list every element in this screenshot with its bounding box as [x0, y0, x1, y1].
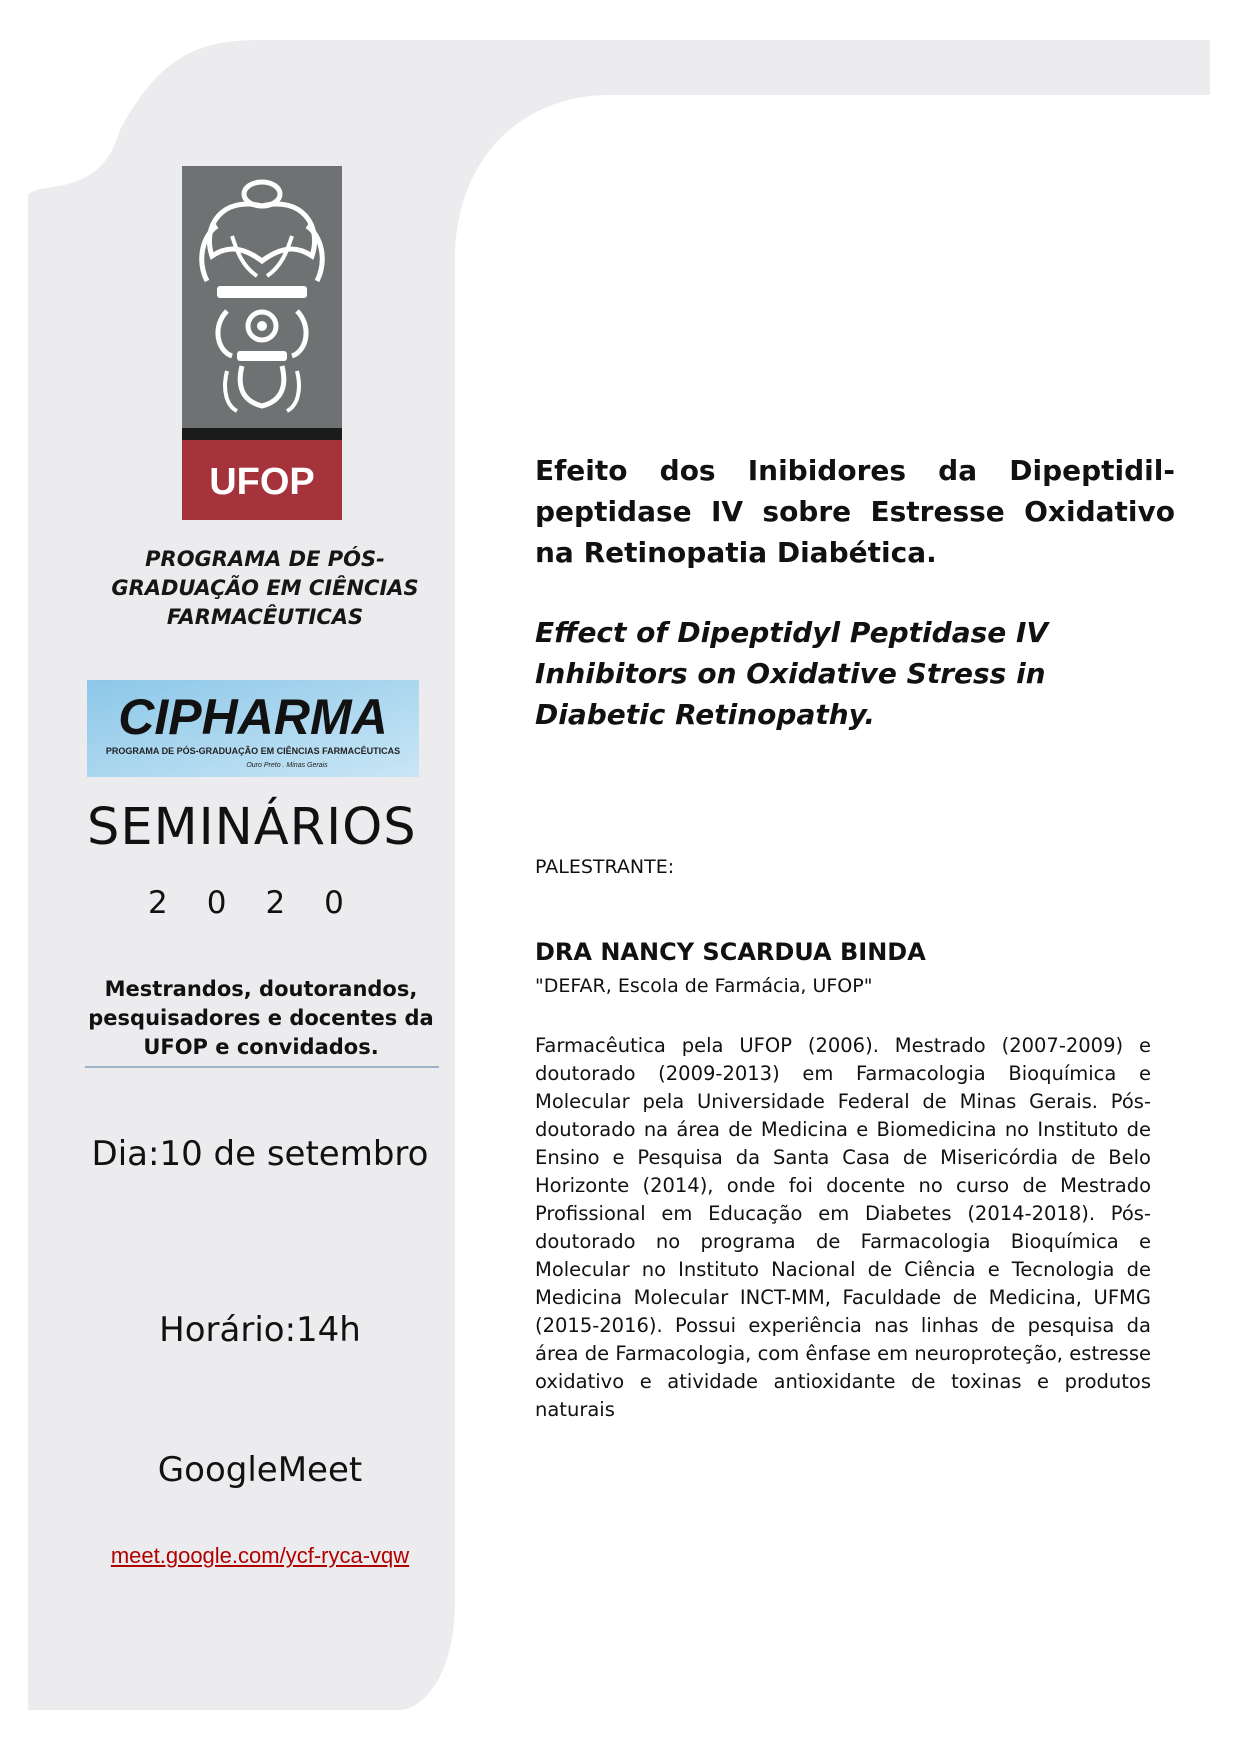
ufop-logo	[182, 166, 342, 520]
event-date: Dia:10 de setembro	[91, 1134, 429, 1174]
event-platform: GoogleMeet	[157, 1450, 363, 1490]
event-time: Horário:14h	[159, 1310, 361, 1350]
speaker-bio: Farmacêutica pela UFOP (2006). Mestrado (2007-2009) e doutorado (2009-2013) em Farmacologia Bioquímica e Molecular pela Universidade Federal de Minas Gerais. Pós-doutorado na área de Medicina e Biomedicina no Instituto de Ensino e Pesquisa da Santa Casa de Misericórdia de Belo Horizonte (2014), onde foi docente no curso de Mestrado Profissional em Educação em Diabetes (2014-2018). Pós-doutorado no programa de Farmacologia Bioquímica e Molecular no Instituto Nacional de Ciência e Tecnologia de Medicina Molecular INCT-MM, Faculdade de Medicina, UFMG (2015-2016). Possui experiência nas linhas de pesquisa da área de Farmacologia, com ênfase em neuroproteção, estresse oxidativo e atividade antioxidante de toxinas e produtos naturais	[535, 1034, 1151, 1421]
cipharma-logo	[87, 680, 419, 777]
program-name: PROGRAMA DE PÓS-GRADUAÇÃO EM CIÊNCIAS FARMACÊUTICAS	[111, 547, 419, 629]
title-portuguese: Efeito dos Inibidores da Dipeptidil-peptidase IV sobre Estresse Oxidativo na Retinopatia Diabética.	[535, 454, 1175, 569]
speaker-affiliation: "DEFAR, Escola de Farmácia, UFOP"	[535, 975, 873, 997]
speaker-name: DRA NANCY SCARDUA BINDA	[535, 938, 926, 966]
cipharma-subtitle: PROGRAMA DE PÓS-GRADUAÇÃO EM CIÊNCIAS FARMACÊUTICAS	[105, 746, 401, 756]
cipharma-logo-text: CIPHARMA	[118, 689, 388, 745]
title-english: Effect of Dipeptidyl Peptidase IV Inhibitors on Oxidative Stress in Diabetic Retinopathy.	[535, 616, 1049, 731]
year: 2020	[148, 885, 383, 921]
meet-link[interactable]: meet.google.com/ycf-ryca-vqw	[110, 1543, 410, 1568]
cipharma-location: Ouro Preto . Minas Gerais	[246, 762, 328, 769]
divider	[85, 1066, 439, 1068]
seminarios-heading: SEMINÁRIOS	[87, 798, 417, 857]
audience-text: Mestrandos, doutorandos, pesquisadores e docentes da UFOP e convidados.	[88, 977, 434, 1059]
speaker-label: PALESTRANTE:	[535, 856, 675, 878]
ufop-logo-text: UFOP	[209, 461, 315, 503]
